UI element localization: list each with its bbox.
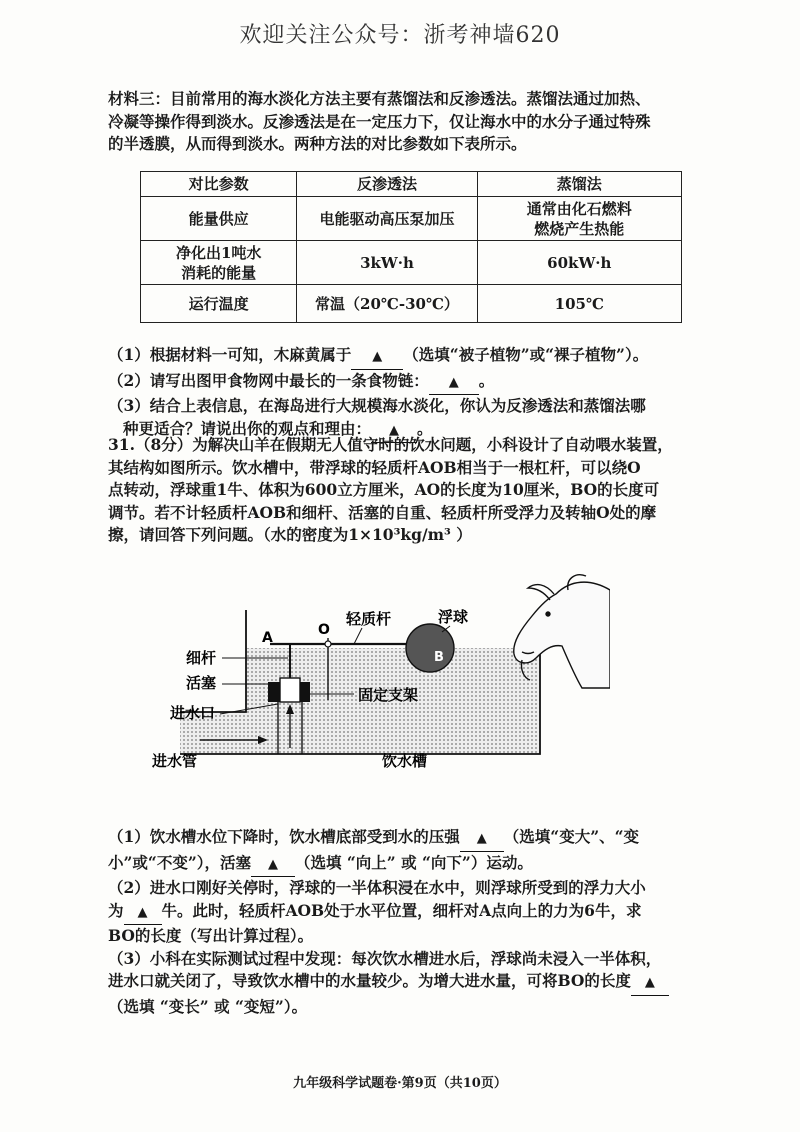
material-line: 材料三：目前常用的海水淡化方法主要有蒸馏法和反渗透法。蒸馏法通过加热、 xyxy=(108,89,651,108)
cell-text: 电能驱动高压泵加压 xyxy=(319,209,455,228)
question-31-parts xyxy=(108,826,733,1018)
text: 。 xyxy=(478,370,495,390)
cell-text: 通常由化石燃料 xyxy=(526,199,632,218)
stem-line: 点转动，浮球重1牛、体积为600立方厘米，AO的长度为10厘米，BO的长度可 xyxy=(108,480,660,499)
label-piston: 活塞 xyxy=(186,674,217,692)
float-ball xyxy=(406,624,454,672)
triangle-icon: ▲ xyxy=(268,856,278,872)
table-header-cell: 反渗透法 xyxy=(297,172,477,197)
text: （2）请写出图甲食物网中最长的一条食物链： xyxy=(108,370,429,390)
q31-part-2-cont xyxy=(108,900,733,926)
q30-part-2 xyxy=(108,370,728,396)
table-row xyxy=(141,241,682,285)
question-30-parts xyxy=(108,344,728,443)
label-float: 浮球 xyxy=(438,608,469,626)
stem-line: 调节。若不计轻质杆AOB和细杆、活塞的自重、轻质杆所受浮力及转轴O处的摩 xyxy=(108,502,657,522)
text: （1）饮水槽水位下降时，饮水槽底部受到水的压强 xyxy=(108,827,460,846)
stem-line: 擦，请回答下列问题。（水的密度为1×10³kg/m³ ） xyxy=(108,525,472,544)
table-cell xyxy=(477,197,681,241)
q31-part-2-cont: BO的长度（写出计算过程）。 xyxy=(108,926,314,945)
q31-part-1-cont xyxy=(108,852,733,878)
page-footer: 九年级科学试题卷·第9页（共10页） xyxy=(293,1076,507,1091)
text: （选填“变大”、“变 xyxy=(503,827,640,846)
triangle-icon: ▲ xyxy=(137,904,148,920)
label-b: B xyxy=(434,650,444,665)
material-line: 冷凝等操作得到淡水。反渗透法是在一定压力下，仅让海水中的水分子通过特殊 xyxy=(108,111,651,131)
table-cell xyxy=(477,241,681,285)
triangle-icon: ▲ xyxy=(448,374,459,390)
q31-part-1 xyxy=(108,826,733,852)
label-rod: 轻质杆 xyxy=(346,610,392,628)
water-trough-diagram xyxy=(150,570,610,800)
pivot-o xyxy=(325,641,331,647)
text: 种更适合？请说出你的观点和理由： xyxy=(123,418,372,438)
comparison-table xyxy=(140,171,682,323)
table-header-cell: 蒸馏法 xyxy=(477,172,681,197)
cell-text: 105℃ xyxy=(554,294,604,313)
label-inlet: 进水口 xyxy=(170,704,216,722)
text: 牛。此时，轻质杆AOB处于水平位置，细杆对A点向上的力为6牛，求 xyxy=(161,900,642,920)
material-three xyxy=(108,88,708,156)
table-cell xyxy=(297,285,477,323)
q30-part-3: （3）结合上表信息，在海岛进行大规模海水淡化，你认为反渗透法和蒸馏法哪 xyxy=(108,396,646,415)
triangle-icon: ▲ xyxy=(372,349,383,364)
label-a: A xyxy=(262,630,273,646)
triangle-icon: ▲ xyxy=(389,422,400,438)
label-bracket: 固定支架 xyxy=(358,686,419,704)
table-cell xyxy=(297,241,477,285)
table-cell xyxy=(297,197,477,241)
q30-part-1 xyxy=(108,344,728,370)
stem-line: 31.（8分）为解决山羊在假期无人值守时的饮水问题，小科设计了自动喂水装置， xyxy=(108,435,673,454)
label-thin-rod: 细杆 xyxy=(186,649,217,667)
text: （选填“被子植物”或“裸子植物”）。 xyxy=(403,345,649,364)
label-o: O xyxy=(318,622,330,638)
answer-blank[interactable] xyxy=(631,970,669,996)
cell-text: 60kW·h xyxy=(547,253,612,272)
question-31-stem xyxy=(108,434,733,547)
table-cell xyxy=(141,241,297,285)
answer-blank[interactable] xyxy=(251,852,295,878)
leader-line xyxy=(354,628,362,644)
stem-line: 其结构如图所示。饮水槽中，带浮球的轻质杆AOB相当于一根杠杆，可以绕O xyxy=(108,457,641,477)
q31-part-3-cont xyxy=(108,970,733,996)
label-trough: 饮水槽 xyxy=(382,752,428,770)
text: 小”或“不变”），活塞 xyxy=(108,852,251,872)
cell-text: 燃烧产生热能 xyxy=(534,219,625,238)
cell-text: 3kW·h xyxy=(360,253,414,272)
triangle-icon: ▲ xyxy=(644,975,655,990)
triangle-icon: ▲ xyxy=(476,831,487,846)
cell-text: 净化出1吨水 xyxy=(175,243,262,262)
text: 进水口就关闭了，导致饮水槽中的水量较少。为增大进水量，可将BO的长度 xyxy=(108,971,631,990)
answer-blank[interactable] xyxy=(429,370,479,396)
cell-text: 运行温度 xyxy=(188,294,249,313)
table-cell xyxy=(141,197,297,241)
q31-part-3-cont: （选填 “变长” 或 “变短”）。 xyxy=(108,996,308,1016)
text: （1）根据材料一可知，木麻黄属于 xyxy=(108,345,352,364)
text: 为 xyxy=(108,900,124,920)
material-line: 的半透膜，从而得到淡水。两种方法的对比参数如下表所示。 xyxy=(108,134,527,153)
q31-part-3: （3）小科在实际测试过程中发现：每次饮水槽进水后，浮球尚未浸入一半体积， xyxy=(108,948,662,968)
page-header: 欢迎关注公众号：浙考神墙620 xyxy=(239,23,561,48)
label-inlet-pipe: 进水管 xyxy=(152,752,198,770)
answer-blank[interactable] xyxy=(124,900,162,926)
cell-text: 消耗的能量 xyxy=(181,263,257,282)
table-header-row xyxy=(141,172,682,197)
table-row xyxy=(141,197,682,241)
cell-text: 常温（20℃-30℃） xyxy=(315,294,459,313)
cell-text: 能量供应 xyxy=(188,209,249,228)
table-cell xyxy=(477,285,681,323)
piston xyxy=(280,678,300,702)
answer-blank[interactable] xyxy=(351,344,403,370)
text: （选填 “向上” 或 “向下”）运动。 xyxy=(295,852,533,872)
table-cell xyxy=(141,285,297,323)
q31-part-2: （2）进水口刚好关停时，浮球的一半体积浸在水中，则浮球所受到的浮力大小 xyxy=(108,878,646,897)
table-row xyxy=(141,285,682,323)
text: 。 xyxy=(417,418,433,438)
answer-blank[interactable] xyxy=(460,826,504,852)
table-header-cell: 对比参数 xyxy=(141,172,297,197)
